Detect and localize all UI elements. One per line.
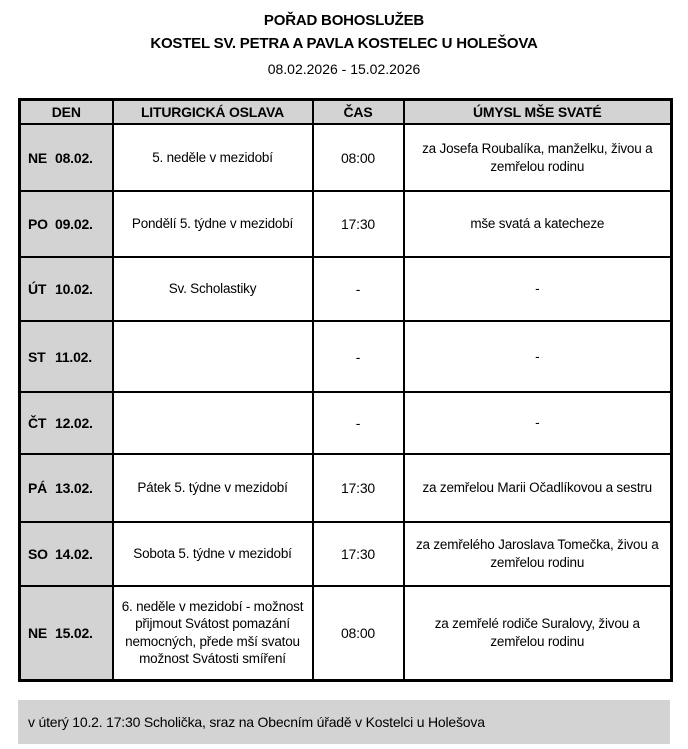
day-abbreviation: PÁ: [28, 480, 48, 496]
time-cell: 17:30: [313, 522, 404, 586]
footer-note-bar: [18, 700, 670, 744]
celebration-cell: Pátek 5. týdne v mezidobí: [113, 454, 313, 522]
intention-cell: -: [404, 257, 672, 321]
time-cell: -: [313, 321, 404, 392]
intention-cell: za Josefa Roubalíka, manželku, živou a zemřelou rodinu: [404, 124, 672, 191]
date-range: 08.02.2026 - 15.02.2026: [267, 61, 421, 77]
intention-cell: -: [404, 321, 672, 392]
day-abbreviation: PO: [28, 216, 48, 232]
day-cell: [20, 257, 113, 321]
celebration-cell: Sv. Scholastiky: [113, 257, 313, 321]
intention-cell: za zemřelé rodiče Suralovy, živou a zemřelou rodinu: [404, 586, 672, 680]
table-row: [20, 124, 672, 191]
table-row: [20, 321, 672, 392]
celebration-cell: [113, 392, 313, 454]
title-block: [18, 8, 670, 77]
time-cell: 17:30: [313, 454, 404, 522]
intention-cell: mše svatá a katecheze: [404, 191, 672, 257]
intention-cell: za zemřelou Marii Očadlíkovou a sestru: [404, 454, 672, 522]
time-cell: -: [313, 257, 404, 321]
church-name: KOSTEL SV. PETRA A PAVLA KOSTELEC U HOLEŠOVA: [150, 35, 538, 52]
day-date: 13.02.: [55, 480, 93, 496]
column-header-den: DEN: [20, 100, 113, 125]
day-cell: [20, 522, 113, 586]
footer-note: v úterý 10.2. 17:30 Scholička, sraz na Obecním úřadě v Kostelci u Holešova: [28, 713, 485, 730]
day-abbreviation: ÚT: [28, 281, 47, 297]
day-date: 11.02.: [55, 348, 92, 365]
celebration-cell: Pondělí 5. týdne v mezidobí: [113, 191, 313, 257]
day-cell: [20, 392, 113, 454]
time-cell: 08:00: [313, 124, 404, 191]
header-row: [20, 100, 672, 125]
day-date: 12.02.: [55, 415, 93, 431]
celebration-cell: 6. neděle v mezidobí - možnost přijmout Svátost pomazání nemocných, přede mší svatou možnost Svátosti smíření: [113, 586, 313, 680]
celebration-cell: 5. neděle v mezidobí: [113, 124, 313, 191]
day-date: 08.02.: [55, 149, 93, 166]
table-row: [20, 257, 672, 321]
column-header-cas: ČAS: [313, 100, 404, 125]
day-abbreviation: ČT: [28, 415, 47, 431]
time-cell: 17:30: [313, 191, 404, 257]
table-row: [20, 522, 672, 586]
table-row: [20, 454, 672, 522]
column-header-liturgicka-oslava: LITURGICKÁ OSLAVA: [113, 100, 313, 125]
day-abbreviation: SO: [28, 546, 48, 562]
day-abbreviation: NE: [28, 624, 48, 641]
day-cell: [20, 321, 113, 392]
day-date: 10.02.: [55, 281, 93, 297]
intention-cell: -: [404, 392, 672, 454]
celebration-cell: Sobota 5. týdne v mezidobí: [113, 522, 313, 586]
celebration-cell: [113, 321, 313, 392]
day-date: 09.02.: [55, 216, 93, 232]
column-header-umysl: ÚMYSL MŠE SVATÉ: [404, 100, 672, 125]
day-cell: [20, 124, 113, 191]
day-date: 14.02.: [55, 546, 93, 562]
table-row: [20, 191, 672, 257]
time-cell: -: [313, 392, 404, 454]
day-date: 15.02.: [55, 624, 93, 641]
page-title: POŘAD BOHOSLUŽEB: [263, 12, 425, 29]
table-row: [20, 392, 672, 454]
day-cell: [20, 191, 113, 257]
day-abbreviation: NE: [28, 149, 48, 166]
schedule-table: [18, 98, 673, 682]
day-cell: [20, 454, 113, 522]
day-cell: [20, 586, 113, 680]
time-cell: 08:00: [313, 586, 404, 680]
day-abbreviation: ST: [28, 348, 46, 365]
intention-cell: za zemřelého Jaroslava Tomečka, živou a zemřelou rodinu: [404, 522, 672, 586]
table-row: [20, 586, 672, 680]
